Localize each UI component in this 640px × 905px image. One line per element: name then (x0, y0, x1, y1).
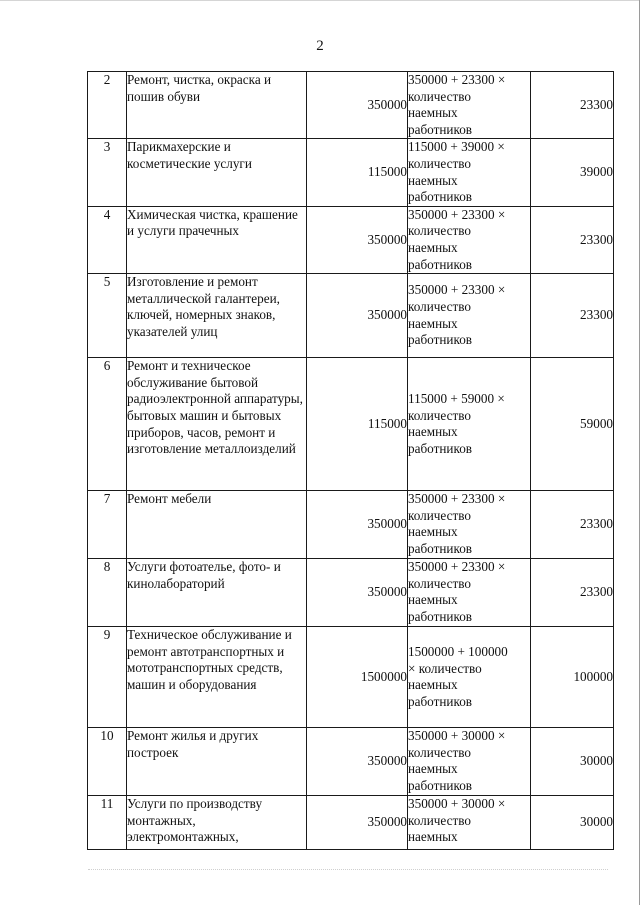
base-amount: 1500000 (307, 627, 408, 728)
service-name: Техническое обслуживание и ремонт автотранспортных и мототранспортных средств, машин и оборудования (127, 627, 307, 728)
calculation-formula: 350000 + 23300 × количество наемных работников (408, 559, 531, 627)
scan-top-edge (0, 0, 640, 1)
calculation-formula: 350000 + 23300 × количество наемных работников (408, 491, 531, 559)
table-row (88, 274, 614, 358)
calculation-formula: 350000 + 23300 × количество наемных работников (408, 72, 531, 139)
rate-per-employee: 30000 (531, 796, 614, 850)
rate-per-employee: 39000 (531, 139, 614, 206)
row-number: 8 (88, 559, 127, 627)
table-row (88, 72, 614, 139)
base-amount: 115000 (307, 139, 408, 206)
rate-per-employee: 23300 (531, 559, 614, 627)
calculation-formula: 115000 + 59000 × количество наемных работников (408, 358, 531, 491)
row-number: 4 (88, 206, 127, 273)
service-name: Услуги по производству монтажных, электромонтажных, (127, 796, 307, 850)
calculation-formula: 350000 + 30000 × количество наемных (408, 796, 531, 850)
table-row (88, 728, 614, 796)
row-number: 6 (88, 358, 127, 491)
table-row (88, 491, 614, 559)
calculation-formula: 350000 + 23300 × количество наемных работников (408, 206, 531, 273)
calculation-formula: 350000 + 30000 × количество наемных работников (408, 728, 531, 796)
service-name: Ремонт, чистка, окраска и пошив обуви (127, 72, 307, 139)
base-amount: 350000 (307, 728, 408, 796)
row-number: 9 (88, 627, 127, 728)
table-row (88, 139, 614, 206)
base-amount: 350000 (307, 559, 408, 627)
service-name: Изготовление и ремонт металлической галантереи, ключей, номерных знаков, указателей улиц (127, 274, 307, 358)
calculation-formula: 115000 + 39000 × количество наемных работников (408, 139, 531, 206)
base-amount: 350000 (307, 72, 408, 139)
base-amount: 350000 (307, 491, 408, 559)
service-name: Ремонт мебели (127, 491, 307, 559)
table-row (88, 796, 614, 850)
scan-bottom-rule (88, 869, 608, 870)
row-number: 11 (88, 796, 127, 850)
tariff-table (87, 71, 614, 850)
service-name: Парикмахерские и косметические услуги (127, 139, 307, 206)
row-number: 7 (88, 491, 127, 559)
row-number: 10 (88, 728, 127, 796)
table-row (88, 559, 614, 627)
rate-per-employee: 23300 (531, 274, 614, 358)
table-row (88, 206, 614, 273)
row-number: 2 (88, 72, 127, 139)
service-name: Химическая чистка, крашение и услуги прачечных (127, 206, 307, 273)
base-amount: 350000 (307, 206, 408, 273)
row-number: 3 (88, 139, 127, 206)
rate-per-employee: 23300 (531, 491, 614, 559)
page-number: 2 (316, 38, 324, 54)
service-name: Ремонт жилья и других построек (127, 728, 307, 796)
base-amount: 115000 (307, 358, 408, 491)
rate-per-employee: 59000 (531, 358, 614, 491)
rate-per-employee: 30000 (531, 728, 614, 796)
calculation-formula: 350000 + 23300 × количество наемных работников (408, 274, 531, 358)
rate-per-employee: 23300 (531, 72, 614, 139)
calculation-formula: 1500000 + 100000 × количество наемных работников (408, 627, 531, 728)
base-amount: 350000 (307, 274, 408, 358)
rate-per-employee: 23300 (531, 206, 614, 273)
service-name: Услуги фотоателье, фото- и кинолабораторий (127, 559, 307, 627)
rate-per-employee: 100000 (531, 627, 614, 728)
table-row (88, 358, 614, 491)
service-name: Ремонт и техническое обслуживание бытовой радиоэлектронной аппаратуры, бытовых машин и бытовых приборов, часов, ремонт и изготовление металлоизделий (127, 358, 307, 491)
row-number: 5 (88, 274, 127, 358)
base-amount: 350000 (307, 796, 408, 850)
table-row (88, 627, 614, 728)
